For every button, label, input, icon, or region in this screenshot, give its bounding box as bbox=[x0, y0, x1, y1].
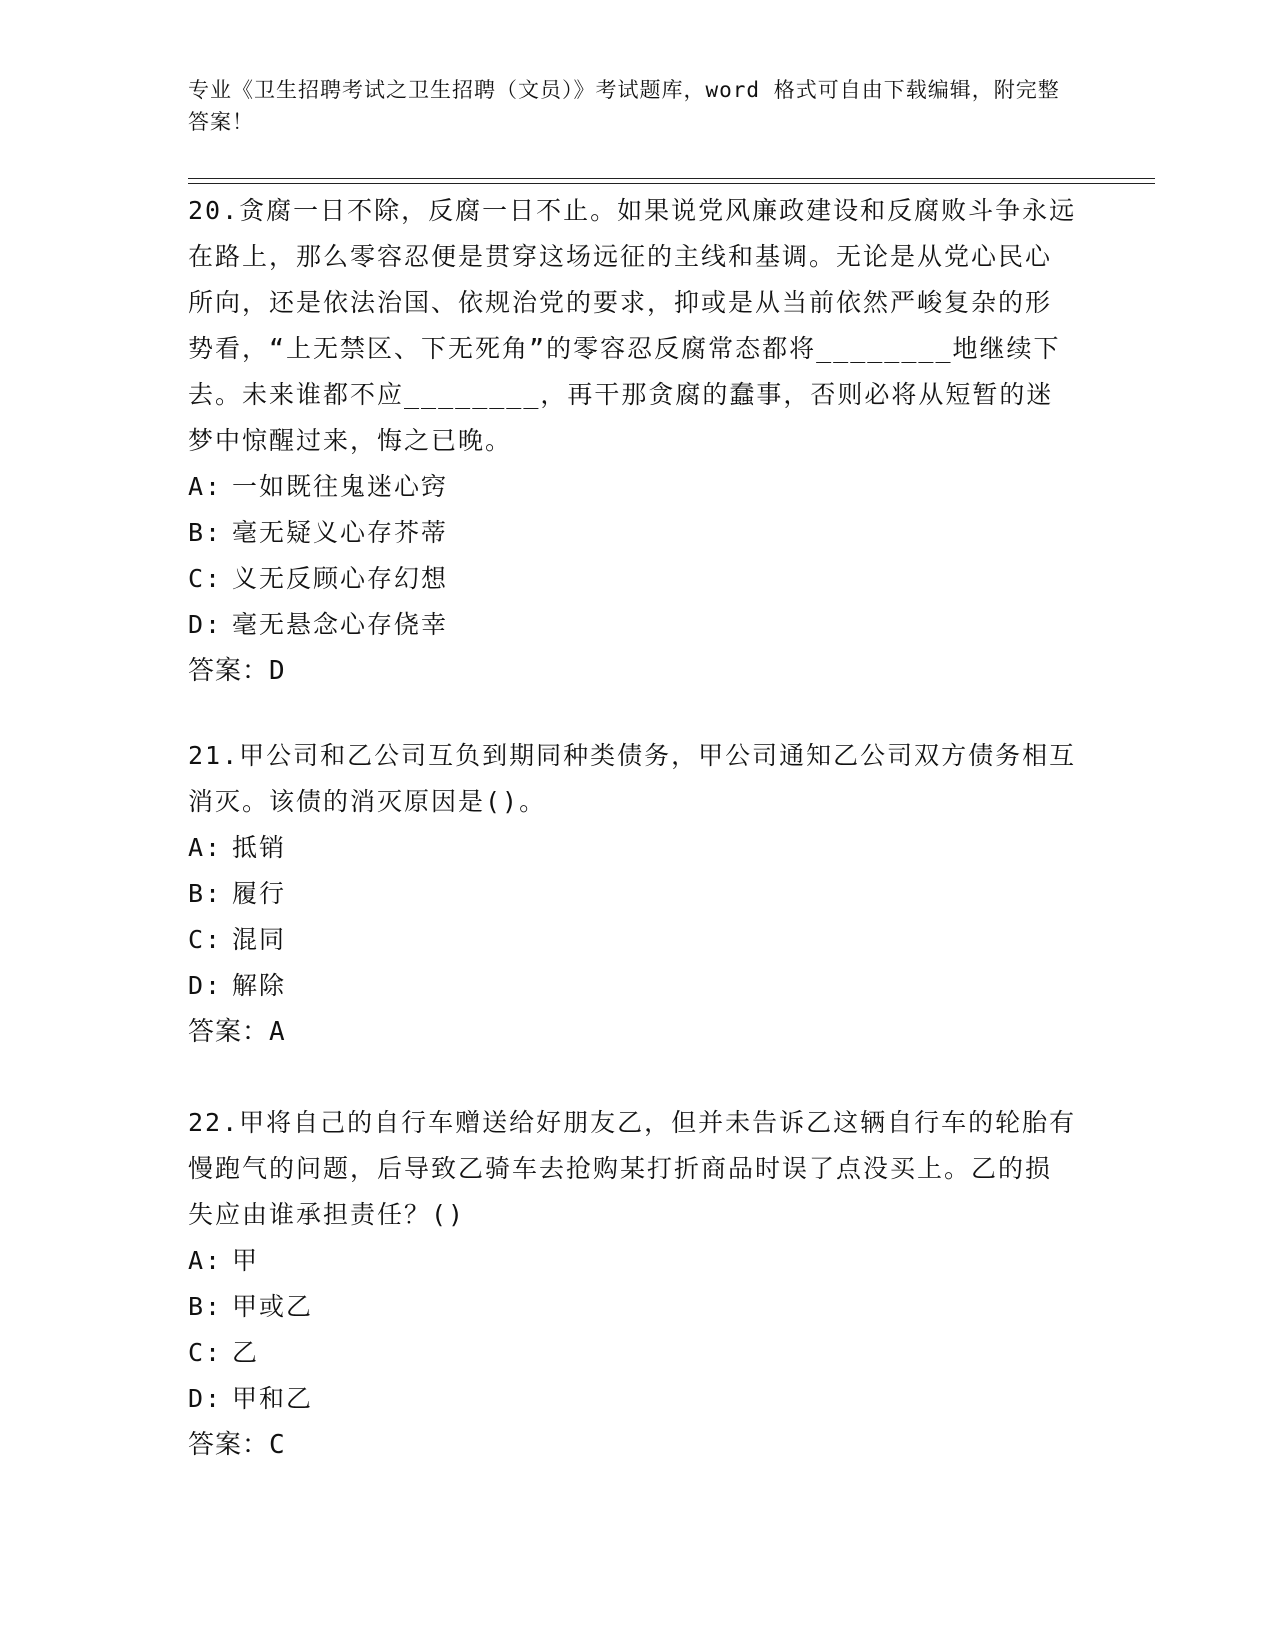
question-20 bbox=[188, 188, 1078, 694]
option-key: C: bbox=[188, 564, 223, 593]
option-b bbox=[188, 1284, 1078, 1330]
document-header: 专业《卫生招聘考试之卫生招聘（文员）》考试题库，word 格式可自由下载编辑，附完整答案！ bbox=[188, 78, 1060, 134]
question-22 bbox=[188, 1100, 1078, 1468]
option-key: A: bbox=[188, 833, 223, 862]
option-a bbox=[188, 825, 1078, 871]
question-stem: 20.贪腐一日不除，反腐一日不止。如果说党风廉政建设和反腐败斗争永远在路上，那么零容忍便是贯穿这场远征的主线和基调。无论是从党心民心所向，还是依法治国、依规治党的要求，抑或是从当前依然严峻复杂的形势看，“上无禁区、下无死角”的零容忍反腐常态都将________地继续下去。未来谁都不应________，再干那贪腐的蠢事，否则必将从短暂的迷梦中惊醒过来，悔之已晚。 bbox=[188, 196, 1077, 455]
option-b bbox=[188, 871, 1078, 917]
option-c bbox=[188, 1330, 1078, 1376]
answer-label: 答案：D bbox=[188, 656, 286, 686]
option-text: 混同 bbox=[232, 925, 287, 954]
option-key: A: bbox=[188, 1246, 223, 1275]
option-text: 一如既往鬼迷心窍 bbox=[232, 472, 449, 501]
option-key: B: bbox=[188, 518, 223, 547]
answer-label: 答案：C bbox=[188, 1430, 286, 1460]
option-key: D: bbox=[188, 971, 223, 1000]
option-text: 乙 bbox=[232, 1338, 260, 1367]
option-text: 甲和乙 bbox=[232, 1384, 314, 1413]
header-divider-top bbox=[188, 178, 1155, 179]
question-21 bbox=[188, 733, 1078, 1055]
option-text: 毫无疑义心存芥蒂 bbox=[232, 518, 449, 547]
option-text: 履行 bbox=[232, 879, 287, 908]
question-stem: 21.甲公司和乙公司互负到期同种类债务，甲公司通知乙公司双方债务相互消灭。该债的消灭原因是()。 bbox=[188, 741, 1077, 816]
option-c bbox=[188, 917, 1078, 963]
option-text: 抵销 bbox=[232, 833, 287, 862]
option-c bbox=[188, 556, 1078, 602]
option-d bbox=[188, 1376, 1078, 1422]
option-key: C: bbox=[188, 925, 223, 954]
option-key: B: bbox=[188, 879, 223, 908]
option-d bbox=[188, 602, 1078, 648]
option-a bbox=[188, 1238, 1078, 1284]
answer-label: 答案：A bbox=[188, 1017, 286, 1047]
option-a bbox=[188, 464, 1078, 510]
header-divider-bottom bbox=[188, 183, 1155, 184]
option-key: A: bbox=[188, 472, 223, 501]
option-text: 义无反顾心存幻想 bbox=[232, 564, 449, 593]
option-text: 解除 bbox=[232, 971, 287, 1000]
option-key: C: bbox=[188, 1338, 223, 1367]
option-text: 甲或乙 bbox=[232, 1292, 314, 1321]
option-key: D: bbox=[188, 610, 223, 639]
option-b bbox=[188, 510, 1078, 556]
option-text: 甲 bbox=[232, 1246, 260, 1275]
option-key: B: bbox=[188, 1292, 223, 1321]
question-stem: 22.甲将自己的自行车赠送给好朋友乙，但并未告诉乙这辆自行车的轮胎有慢跑气的问题，后导致乙骑车去抢购某打折商品时误了点没买上。乙的损失应由谁承担责任？() bbox=[188, 1108, 1077, 1229]
option-d bbox=[188, 963, 1078, 1009]
option-key: D: bbox=[188, 1384, 223, 1413]
option-text: 毫无悬念心存侥幸 bbox=[232, 610, 449, 639]
